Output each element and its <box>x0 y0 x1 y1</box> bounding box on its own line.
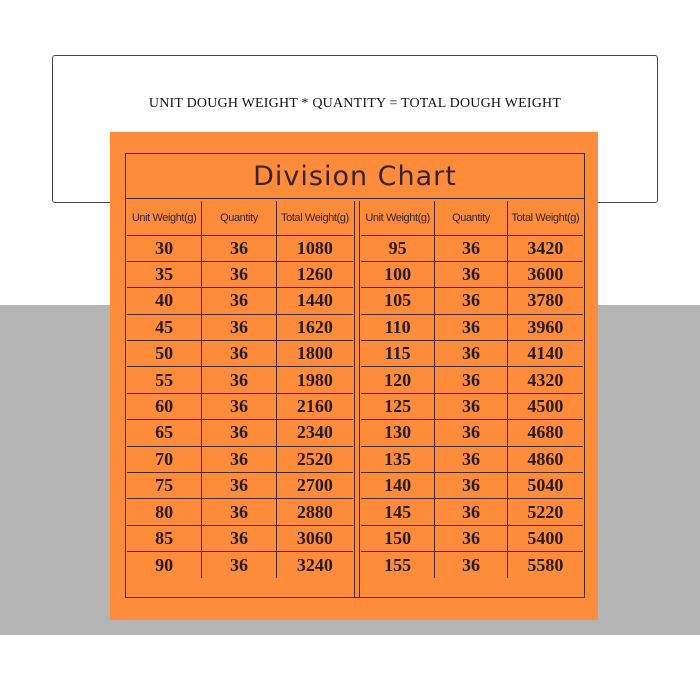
header-total-weight: Total Weight(g) <box>276 201 353 235</box>
cell-unit-weight: 55 <box>127 367 202 393</box>
header-row <box>361 201 583 235</box>
cell-total-weight: 4860 <box>507 446 583 472</box>
table-row <box>127 367 353 393</box>
chart-title-row <box>126 154 584 199</box>
table-row <box>361 314 583 340</box>
cell-total-weight: 4320 <box>507 367 583 393</box>
cell-unit-weight: 105 <box>361 288 435 314</box>
left-table <box>127 201 353 597</box>
cell-total-weight: 2880 <box>276 499 353 525</box>
cell-quantity: 36 <box>202 473 277 499</box>
header-row <box>127 201 353 235</box>
header-total-weight: Total Weight(g) <box>507 201 583 235</box>
header-quantity: Quantity <box>435 201 508 235</box>
cell-quantity: 36 <box>202 341 277 367</box>
table-row <box>127 288 353 314</box>
table-row <box>127 314 353 340</box>
cell-total-weight: 1260 <box>276 261 353 287</box>
division-chart <box>125 153 585 598</box>
header-quantity: Quantity <box>202 201 277 235</box>
table-row <box>127 446 353 472</box>
cell-total-weight: 1080 <box>276 235 353 261</box>
cell-total-weight: 2520 <box>276 446 353 472</box>
table-row <box>361 525 583 551</box>
cell-quantity: 36 <box>202 499 277 525</box>
table-row <box>361 552 583 578</box>
cell-quantity: 36 <box>202 420 277 446</box>
cell-unit-weight: 115 <box>361 341 435 367</box>
cell-total-weight: 2700 <box>276 473 353 499</box>
column-divider <box>354 201 360 597</box>
cell-total-weight: 3960 <box>507 314 583 340</box>
cell-quantity: 36 <box>202 552 277 578</box>
cell-quantity: 36 <box>435 367 508 393</box>
cell-unit-weight: 125 <box>361 393 435 419</box>
cell-unit-weight: 150 <box>361 525 435 551</box>
table-row <box>361 288 583 314</box>
cell-quantity: 36 <box>202 288 277 314</box>
cell-total-weight: 3600 <box>507 261 583 287</box>
cell-total-weight: 4500 <box>507 393 583 419</box>
cell-unit-weight: 80 <box>127 499 202 525</box>
formula-text: UNIT DOUGH WEIGHT * QUANTITY = TOTAL DOUGH WEIGHT <box>148 96 562 111</box>
table-row <box>361 367 583 393</box>
cell-unit-weight: 110 <box>361 314 435 340</box>
cell-unit-weight: 65 <box>127 420 202 446</box>
table-row <box>361 393 583 419</box>
cell-quantity: 36 <box>202 261 277 287</box>
cell-total-weight: 3240 <box>296 554 333 575</box>
cell-quantity: 36 <box>202 393 277 419</box>
cell-total-weight: 3420 <box>507 235 583 261</box>
table-row <box>127 235 353 261</box>
table-row <box>361 341 583 367</box>
cell-quantity: 36 <box>202 446 277 472</box>
table-row <box>361 235 583 261</box>
cell-total-weight: 2160 <box>276 393 353 419</box>
cell-quantity: 36 <box>435 420 508 446</box>
table-row <box>361 261 583 287</box>
cell-total-weight: 3060 <box>276 525 353 551</box>
cell-quantity: 36 <box>202 235 277 261</box>
cell-quantity: 36 <box>435 393 508 419</box>
cell-unit-weight: 145 <box>361 499 435 525</box>
cell-quantity: 36 <box>202 314 277 340</box>
header-unit-weight: Unit Weight(g) <box>127 201 202 235</box>
cell-quantity: 36 <box>202 367 277 393</box>
cell-unit-weight: 155 <box>361 552 435 578</box>
cell-quantity: 36 <box>435 446 508 472</box>
cell-total-weight: 1980 <box>276 367 353 393</box>
cell-unit-weight: 30 <box>127 235 202 261</box>
cell-total-weight: 1800 <box>276 341 353 367</box>
cell-total-weight: 5040 <box>507 473 583 499</box>
cell-total-weight: 5400 <box>507 525 583 551</box>
table-row <box>127 393 353 419</box>
cell-quantity: 36 <box>435 288 508 314</box>
cell-unit-weight: 85 <box>127 525 202 551</box>
table-row <box>361 499 583 525</box>
cell-total-weight: 2340 <box>276 420 353 446</box>
chart-title: Division Chart <box>253 160 457 192</box>
table-row <box>361 446 583 472</box>
header-unit-weight: Unit Weight(g) <box>361 201 435 235</box>
division-chart-card <box>110 132 598 620</box>
cell-quantity: 36 <box>435 525 508 551</box>
cell-unit-weight: 120 <box>361 367 435 393</box>
cell-unit-weight: 90 <box>127 552 202 578</box>
cell-quantity: 36 <box>435 552 508 578</box>
table-row <box>361 473 583 499</box>
cell-quantity: 36 <box>435 314 508 340</box>
cell-total-weight: 5220 <box>507 499 583 525</box>
table-row <box>361 420 583 446</box>
table-row <box>127 499 353 525</box>
table-row <box>127 473 353 499</box>
cell-unit-weight: 45 <box>127 314 202 340</box>
table-row <box>127 525 353 551</box>
cell-unit-weight: 140 <box>361 473 435 499</box>
cell-unit-weight: 100 <box>361 261 435 287</box>
table-row <box>127 341 353 367</box>
table-row <box>127 261 353 287</box>
cell-unit-weight: 70 <box>127 446 202 472</box>
cell-quantity: 36 <box>202 525 277 551</box>
cell-unit-weight: 95 <box>361 235 435 261</box>
table-row <box>127 420 353 446</box>
cell-total-weight: 4140 <box>507 341 583 367</box>
right-table <box>361 201 583 597</box>
cell-unit-weight: 60 <box>127 393 202 419</box>
cell-unit-weight: 50 <box>127 341 202 367</box>
cell-unit-weight: 130 <box>361 420 435 446</box>
cell-total-weight: 5580 <box>527 554 564 575</box>
cell-total-weight: 1440 <box>276 288 353 314</box>
cell-unit-weight: 40 <box>127 288 202 314</box>
cell-total-weight: 1620 <box>276 314 353 340</box>
cell-total-weight: 4680 <box>507 420 583 446</box>
cell-unit-weight: 75 <box>127 473 202 499</box>
cell-unit-weight: 135 <box>361 446 435 472</box>
table-row <box>127 552 353 578</box>
cell-unit-weight: 35 <box>127 261 202 287</box>
cell-quantity: 36 <box>435 499 508 525</box>
cell-quantity: 36 <box>435 341 508 367</box>
cell-total-weight: 3780 <box>507 288 583 314</box>
cell-quantity: 36 <box>435 473 508 499</box>
cell-quantity: 36 <box>435 261 508 287</box>
cell-quantity: 36 <box>435 235 508 261</box>
